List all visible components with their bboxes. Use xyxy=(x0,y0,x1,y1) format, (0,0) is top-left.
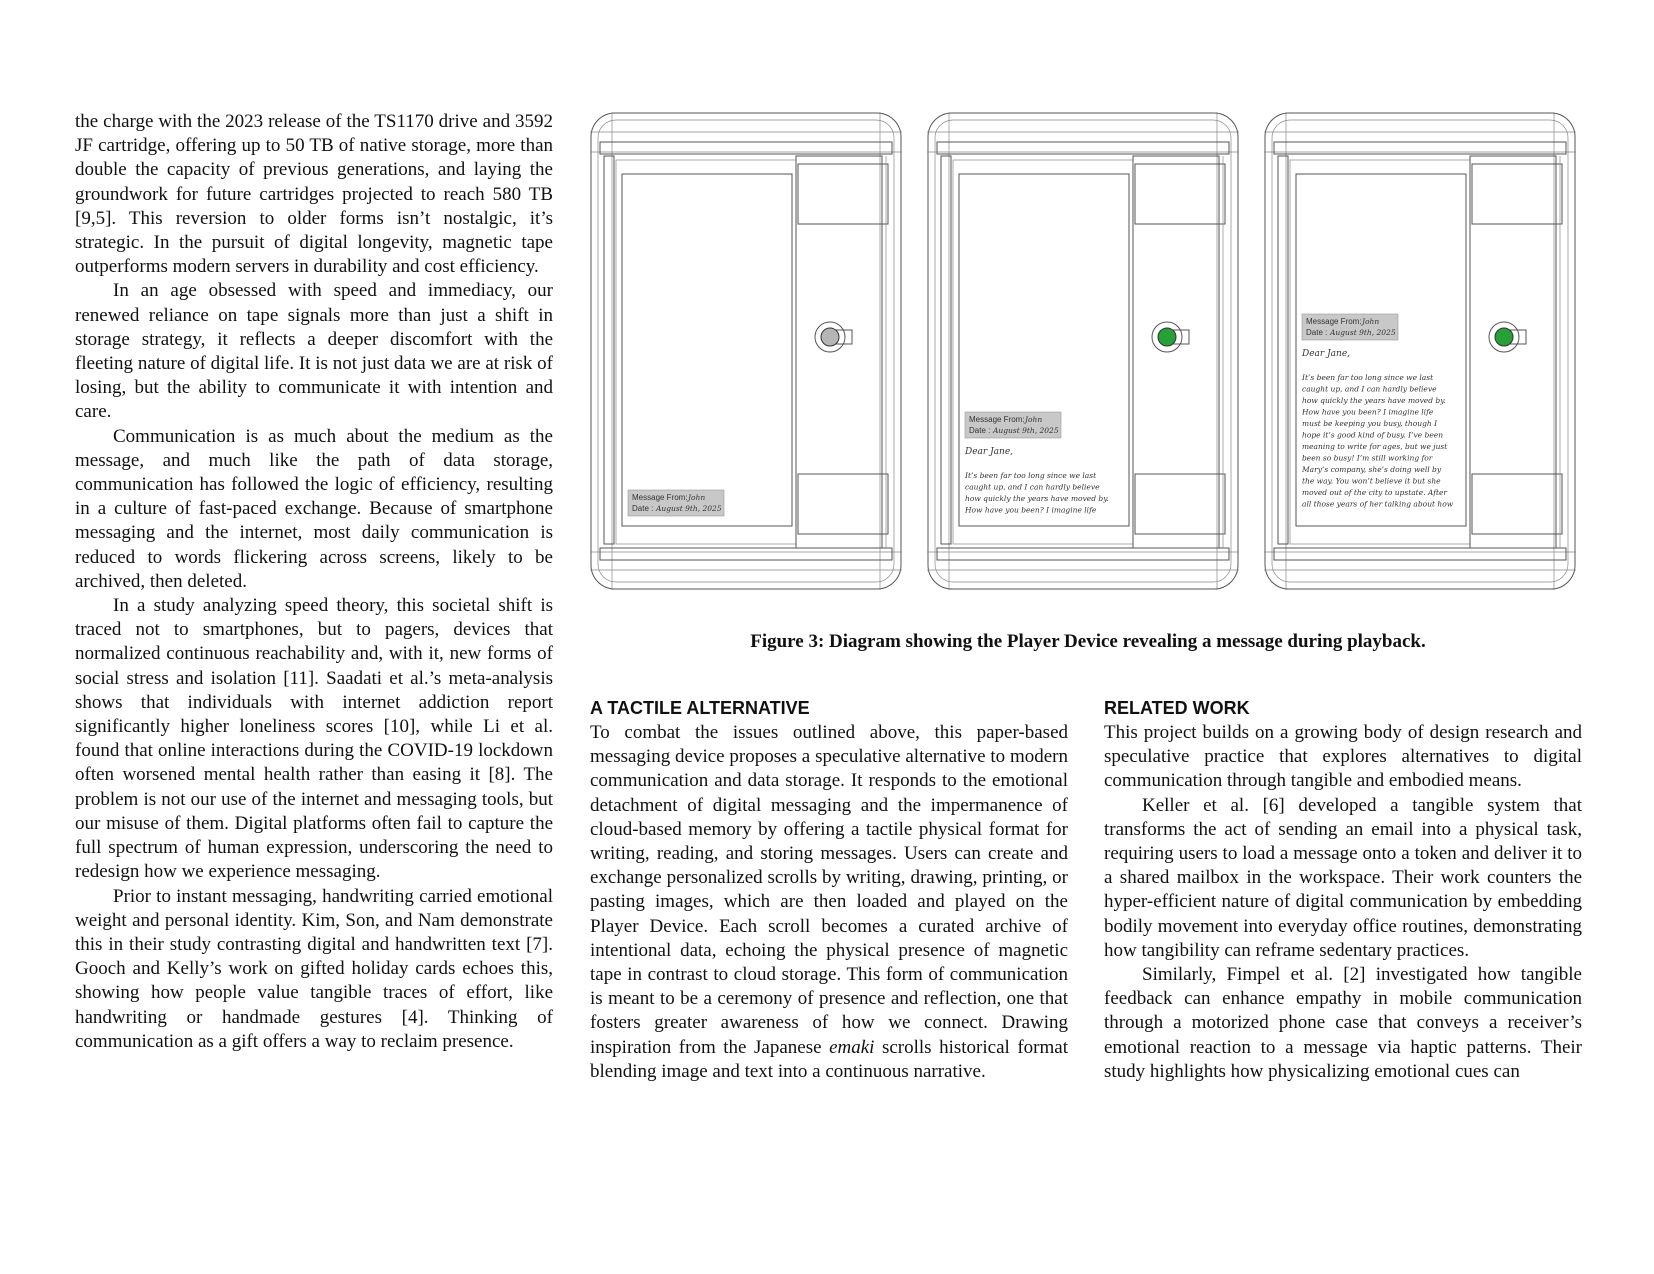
left-column xyxy=(75,110,553,1054)
label-sender-name: John xyxy=(1025,415,1043,424)
status-indicator-light xyxy=(1158,328,1176,346)
label-date: Date : xyxy=(969,426,991,435)
player-device-1 xyxy=(590,112,902,590)
bottom-slot-block xyxy=(1135,474,1225,534)
letter-line: the way. You won’t believe it but she xyxy=(1302,476,1441,486)
letter-line: It’s been far too long since we last xyxy=(1302,373,1434,382)
top-slot-block xyxy=(798,164,888,224)
emaki-term: emaki xyxy=(829,1036,875,1058)
bottom-rail xyxy=(937,548,1229,560)
left-paragraph-4: In a study analyzing speed theory, this societal shift is traced not to smartphones, but to pagers, devices that normalized continuous reachability and, with it, new forms of social stress and isolation [11]. Saadati et al.’s meta-analysis shows that individuals with internet addiction report significantly higher loneliness scores [10], while Li et al. found that online interactions during the COVID-19 lockdown often worsened mental health rather than easing it [8]. The problem is not our use of the internet and messaging tools, but our misuse of them. Digital platforms often fail to capture the full spectrum of human expression, underscoring the need to redesign how we experience messaging. xyxy=(75,595,553,883)
letter-line: how quickly the years have moved by. xyxy=(1302,396,1446,405)
bottom-slot-block xyxy=(1472,474,1562,534)
player-device-3 xyxy=(1264,112,1576,590)
label-message-from: Message From: xyxy=(1306,317,1362,326)
scroll-paper xyxy=(622,174,792,526)
figure-3-diagram xyxy=(590,112,1586,592)
label-message-from: Message From: xyxy=(969,415,1025,424)
label-message-from: Message From: xyxy=(632,493,688,502)
letter-greeting: Dear Jane, xyxy=(965,447,1014,457)
left-roller xyxy=(604,156,614,544)
letter-line: how quickly the years have moved by. xyxy=(965,494,1109,503)
letter-line: How have you been? I imagine life xyxy=(965,505,1097,515)
top-slot-block xyxy=(1135,164,1225,224)
right-compartment xyxy=(1470,156,1556,548)
bottom-rail xyxy=(600,548,892,560)
left-paragraph-3: Communication is as much about the medium as the message, and much like the path of data storage, communication has followed the logic of efficiency, resulting in a culture of fast-paced exchange. Because of smartphone messaging and the internet, most daily communication is reduced to words flickering across screens, likely to be archived, then deleted. xyxy=(75,425,553,592)
label-sender-name: John xyxy=(1362,317,1380,326)
bottom-rail xyxy=(1274,548,1566,560)
section-heading-tactile-alternative: A TACTILE ALTERNATIVE xyxy=(590,698,810,718)
label-date: Date : xyxy=(632,504,654,513)
left-roller xyxy=(941,156,951,544)
left-roller xyxy=(1278,156,1288,544)
letter-line: meaning to write for ages, but we just xyxy=(1302,442,1448,451)
letter-line: been so busy! I’m still working for xyxy=(1302,453,1433,463)
top-slot-block xyxy=(1472,164,1562,224)
letter-line: It’s been far too long since we last xyxy=(965,471,1097,480)
mid-paragraph-text-b: scrolls historical format blending image and text into a continuous narrative. xyxy=(590,1036,1068,1082)
label-date-value: August 9th, 2025 xyxy=(656,504,722,513)
right-paragraph-1: This project builds on a growing body of design research and speculative practice that explores alternatives to digital communication through tangible and embodied means. xyxy=(1104,722,1582,792)
mid-paragraph-text-a: To combat the issues outlined above, this paper-based messaging device proposes a speculative alternative to modern communication and data storage. It responds to the emotional detachment of digital messaging and the impermanence of cloud-based memory by offering a tactile physical format for writing, reading, and storing messages. Users can create and exchange personalized scrolls by writing, drawing, printing, or pasting images, which are then loaded and played on the Player Device. Each scroll becomes a curated archive of intentional data, echoing the physical presence of magnetic tape in contrast to cloud storage. This form of communication is meant to be a ceremony of presence and reflection, one that fosters greater awareness of how we connect. Drawing inspiration from the Japanese xyxy=(590,722,1068,1058)
label-date-value: August 9th, 2025 xyxy=(1330,328,1396,337)
player-device-2 xyxy=(927,112,1239,590)
left-paragraph-1: the charge with the 2023 release of the TS1170 drive and 3592 JF cartridge, offering up to 50 TB of native storage, more than double the capacity of previous generations, and laying the groundwork for future cartridges projected to reach 580 TB [9,5]. This reversion to older forms isn’t nostalgic, it’s strategic. In the pursuit of digital longevity, magnetic tape outperforms modern servers in durability and cost efficiency. xyxy=(75,111,553,278)
right-paragraph-2: Keller et al. [6] developed a tangible system that transforms the act of sending an email into a physical task, requiring users to load a message onto a token and deliver it to a shared mailbox in the workspace. Their work counters the hyper-efficient nature of digital communication by embedding bodily movement into everyday office routines, demonstrating how tangibility can reframe sedentary practices. xyxy=(1104,794,1582,961)
section-heading-related-work: RELATED WORK xyxy=(1104,698,1250,718)
mid-paragraph-1 xyxy=(590,721,1068,1084)
status-indicator-light xyxy=(821,328,839,346)
label-date-value: August 9th, 2025 xyxy=(993,426,1059,435)
mid-column xyxy=(590,697,1068,1084)
letter-line: hope it’s good kind of busy. I’ve been xyxy=(1302,430,1444,440)
letter-line: all those years of her talking about how xyxy=(1302,499,1454,509)
letter-line: caught up, and I can hardly believe xyxy=(965,482,1100,492)
letter-line: Mary’s company, she’s doing well by xyxy=(1302,465,1442,474)
letter-greeting: Dear Jane, xyxy=(1302,349,1351,359)
right-column xyxy=(1104,697,1582,1084)
letter-line: How have you been? I imagine life xyxy=(1302,407,1434,417)
status-indicator-light xyxy=(1495,328,1513,346)
left-paragraph-5: Prior to instant messaging, handwriting carried emotional weight and personal identity. Kim, Son, and Nam demonstrate this in their study contrasting digital and handwritten text [7]. Gooch and Kelly’s work on gifted holiday cards echoes this, showing how people value tangible traces of effort, like handwriting or handmade gestures [4]. Thinking of communication as a gift offers a way to reclaim presence. xyxy=(75,885,553,1052)
letter-line: must be keeping you busy, though I xyxy=(1302,419,1438,428)
right-compartment xyxy=(796,156,882,548)
letter-line: moved out of the city to upstate. After xyxy=(1302,488,1448,497)
label-date: Date : xyxy=(1306,328,1328,337)
right-paragraph-3: Similarly, Fimpel et al. [2] investigated how tangible feedback can enhance empathy in mobile communication through a motorized phone case that conveys a receiver’s emotional reaction to a message via haptic patterns. Their study highlights how physicalizing emotional cues can xyxy=(1104,964,1582,1082)
figure-caption: Figure 3: Diagram showing the Player Device revealing a message during playback. xyxy=(750,631,1426,652)
right-compartment xyxy=(1133,156,1219,548)
left-paragraph-2: In an age obsessed with speed and immediacy, our renewed reliance on tape signals more than just a shift in storage strategy, it reflects a deeper discomfort with the fleeting nature of digital life. It is not just data we are at risk of losing, but the ability to communicate it with intention and care. xyxy=(75,280,553,423)
label-sender-name: John xyxy=(688,493,706,502)
letter-line: caught up, and I can hardly believe xyxy=(1302,384,1437,394)
bottom-slot-block xyxy=(798,474,888,534)
